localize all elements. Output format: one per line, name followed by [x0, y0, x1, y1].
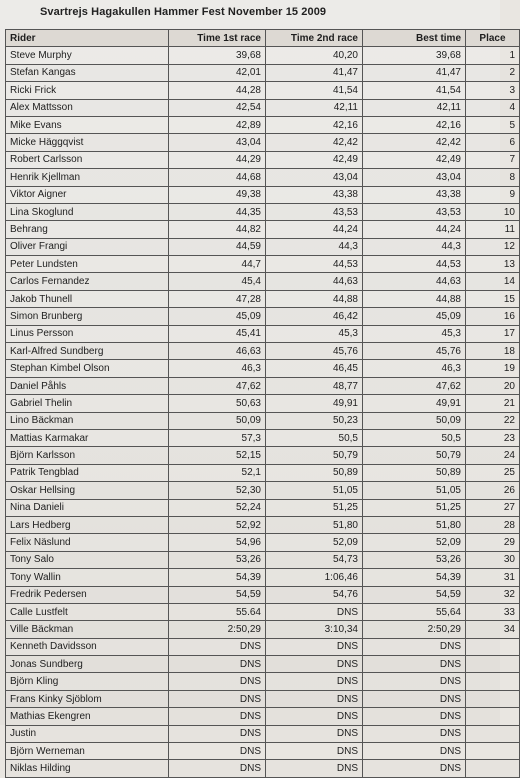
- time-2nd-race-cell: 51,05: [266, 482, 363, 499]
- rider-name-cell: Lars Hedberg: [6, 516, 169, 533]
- table-row: [6, 273, 520, 290]
- time-1st-race-cell: DNS: [169, 656, 266, 673]
- table-row: [6, 482, 520, 499]
- time-1st-race-cell: DNS: [169, 708, 266, 725]
- rider-name-cell: Ricki Frick: [6, 82, 169, 99]
- time-1st-race-cell: 42,89: [169, 116, 266, 133]
- col-rider-header: Rider: [6, 30, 169, 47]
- place-cell: 23: [466, 429, 520, 446]
- time-1st-race-cell: 52,15: [169, 447, 266, 464]
- place-cell: 5: [466, 116, 520, 133]
- place-cell: 29: [466, 534, 520, 551]
- time-1st-race-cell: 52,30: [169, 482, 266, 499]
- place-cell: 10: [466, 203, 520, 220]
- best-time-cell: 44,88: [363, 290, 466, 307]
- best-time-cell: 43,53: [363, 203, 466, 220]
- table-row: [6, 99, 520, 116]
- table-row: [6, 308, 520, 325]
- table-row: [6, 395, 520, 412]
- rider-name-cell: Henrik Kjellman: [6, 169, 169, 186]
- table-row: [6, 360, 520, 377]
- time-2nd-race-cell: 50,89: [266, 464, 363, 481]
- time-2nd-race-cell: 44,24: [266, 221, 363, 238]
- table-row: [6, 447, 520, 464]
- place-cell: 15: [466, 290, 520, 307]
- place-cell: 17: [466, 325, 520, 342]
- table-row: [6, 708, 520, 725]
- place-cell: 16: [466, 308, 520, 325]
- best-time-cell: 51,25: [363, 499, 466, 516]
- time-2nd-race-cell: DNS: [266, 725, 363, 742]
- best-time-cell: DNS: [363, 760, 466, 777]
- best-time-cell: 50,79: [363, 447, 466, 464]
- rider-name-cell: Daniel Påhls: [6, 377, 169, 394]
- time-1st-race-cell: 44,68: [169, 169, 266, 186]
- time-1st-race-cell: 42,54: [169, 99, 266, 116]
- place-cell: 2: [466, 64, 520, 81]
- best-time-cell: DNS: [363, 690, 466, 707]
- time-2nd-race-cell: 54,73: [266, 551, 363, 568]
- time-1st-race-cell: 54,39: [169, 569, 266, 586]
- table-row: [6, 690, 520, 707]
- best-time-cell: 45,76: [363, 343, 466, 360]
- best-time-cell: DNS: [363, 725, 466, 742]
- rider-name-cell: Simon Brunberg: [6, 308, 169, 325]
- table-row: [6, 656, 520, 673]
- time-1st-race-cell: 44,82: [169, 221, 266, 238]
- best-time-cell: 42,42: [363, 134, 466, 151]
- place-cell: [466, 743, 520, 760]
- time-1st-race-cell: 45,09: [169, 308, 266, 325]
- best-time-cell: DNS: [363, 673, 466, 690]
- place-cell: 25: [466, 464, 520, 481]
- time-2nd-race-cell: 44,88: [266, 290, 363, 307]
- rider-name-cell: Björn Werneman: [6, 743, 169, 760]
- best-time-cell: 53,26: [363, 551, 466, 568]
- table-row: [6, 412, 520, 429]
- best-time-cell: 46,3: [363, 360, 466, 377]
- results-body: [6, 47, 520, 777]
- rider-name-cell: Björn Karlsson: [6, 447, 169, 464]
- place-cell: 19: [466, 360, 520, 377]
- time-2nd-race-cell: 1:06,46: [266, 569, 363, 586]
- time-1st-race-cell: 55.64: [169, 603, 266, 620]
- time-1st-race-cell: 39,68: [169, 47, 266, 64]
- rider-name-cell: Tony Wallin: [6, 569, 169, 586]
- place-cell: 22: [466, 412, 520, 429]
- time-1st-race-cell: 52,1: [169, 464, 266, 481]
- table-row: [6, 725, 520, 742]
- best-time-cell: 44,53: [363, 256, 466, 273]
- place-cell: 6: [466, 134, 520, 151]
- place-cell: [466, 690, 520, 707]
- table-row: [6, 569, 520, 586]
- time-1st-race-cell: DNS: [169, 743, 266, 760]
- place-cell: 20: [466, 377, 520, 394]
- time-1st-race-cell: DNS: [169, 725, 266, 742]
- time-1st-race-cell: 44,35: [169, 203, 266, 220]
- best-time-cell: 49,91: [363, 395, 466, 412]
- rider-name-cell: Viktor Aigner: [6, 186, 169, 203]
- rider-name-cell: Felix Näslund: [6, 534, 169, 551]
- table-row: [6, 64, 520, 81]
- time-1st-race-cell: 44,28: [169, 82, 266, 99]
- time-2nd-race-cell: 50,79: [266, 447, 363, 464]
- time-2nd-race-cell: DNS: [266, 673, 363, 690]
- table-row: [6, 221, 520, 238]
- time-2nd-race-cell: 46,42: [266, 308, 363, 325]
- time-2nd-race-cell: 49,91: [266, 395, 363, 412]
- time-1st-race-cell: 50,09: [169, 412, 266, 429]
- rider-name-cell: Fredrik Pedersen: [6, 586, 169, 603]
- place-cell: 13: [466, 256, 520, 273]
- place-cell: [466, 760, 520, 777]
- time-1st-race-cell: 44,7: [169, 256, 266, 273]
- rider-name-cell: Gabriel Thelin: [6, 395, 169, 412]
- table-row: [6, 586, 520, 603]
- time-2nd-race-cell: 3:10,34: [266, 621, 363, 638]
- table-row: [6, 464, 520, 481]
- best-time-cell: DNS: [363, 743, 466, 760]
- place-cell: 32: [466, 586, 520, 603]
- table-row: [6, 82, 520, 99]
- place-cell: 26: [466, 482, 520, 499]
- time-1st-race-cell: 45,4: [169, 273, 266, 290]
- table-row: [6, 151, 520, 168]
- best-time-cell: 43,04: [363, 169, 466, 186]
- time-2nd-race-cell: 40,20: [266, 47, 363, 64]
- best-time-cell: 47,62: [363, 377, 466, 394]
- place-cell: 31: [466, 569, 520, 586]
- time-2nd-race-cell: 42,49: [266, 151, 363, 168]
- time-1st-race-cell: DNS: [169, 638, 266, 655]
- rider-name-cell: Linus Persson: [6, 325, 169, 342]
- header-row: [6, 30, 520, 47]
- time-2nd-race-cell: 48,77: [266, 377, 363, 394]
- table-row: [6, 551, 520, 568]
- table-row: [6, 290, 520, 307]
- best-time-cell: 44,24: [363, 221, 466, 238]
- time-2nd-race-cell: 46,45: [266, 360, 363, 377]
- rider-name-cell: Stephan Kimbel Olson: [6, 360, 169, 377]
- time-2nd-race-cell: DNS: [266, 638, 363, 655]
- place-cell: 30: [466, 551, 520, 568]
- time-2nd-race-cell: 42,16: [266, 116, 363, 133]
- table-row: [6, 186, 520, 203]
- table-row: [6, 743, 520, 760]
- table-row: [6, 499, 520, 516]
- place-cell: 8: [466, 169, 520, 186]
- table-row: [6, 673, 520, 690]
- time-1st-race-cell: 42,01: [169, 64, 266, 81]
- time-1st-race-cell: 52,92: [169, 516, 266, 533]
- place-cell: 27: [466, 499, 520, 516]
- rider-name-cell: Lino Bäckman: [6, 412, 169, 429]
- place-cell: 1: [466, 47, 520, 64]
- place-cell: 12: [466, 238, 520, 255]
- rider-name-cell: Micke Häggqvist: [6, 134, 169, 151]
- time-2nd-race-cell: DNS: [266, 603, 363, 620]
- time-2nd-race-cell: 43,53: [266, 203, 363, 220]
- time-2nd-race-cell: DNS: [266, 690, 363, 707]
- time-2nd-race-cell: 44,63: [266, 273, 363, 290]
- place-cell: 18: [466, 343, 520, 360]
- best-time-cell: 44,3: [363, 238, 466, 255]
- time-1st-race-cell: 46,3: [169, 360, 266, 377]
- time-2nd-race-cell: 51,80: [266, 516, 363, 533]
- best-time-cell: 54,59: [363, 586, 466, 603]
- table-row: [6, 621, 520, 638]
- results-table: [5, 29, 520, 778]
- table-row: [6, 516, 520, 533]
- best-time-cell: 50,09: [363, 412, 466, 429]
- table-row: [6, 134, 520, 151]
- time-2nd-race-cell: 45,76: [266, 343, 363, 360]
- time-2nd-race-cell: 51,25: [266, 499, 363, 516]
- time-2nd-race-cell: DNS: [266, 656, 363, 673]
- rider-name-cell: Oskar Hellsing: [6, 482, 169, 499]
- col-time-2nd-header: Time 2nd race: [266, 30, 363, 47]
- time-1st-race-cell: DNS: [169, 673, 266, 690]
- best-time-cell: 41,54: [363, 82, 466, 99]
- rider-name-cell: Kenneth Davidsson: [6, 638, 169, 655]
- best-time-cell: 43,38: [363, 186, 466, 203]
- time-2nd-race-cell: 44,3: [266, 238, 363, 255]
- time-1st-race-cell: 54,59: [169, 586, 266, 603]
- table-row: [6, 534, 520, 551]
- best-time-cell: 45,09: [363, 308, 466, 325]
- rider-name-cell: Behrang: [6, 221, 169, 238]
- best-time-cell: 42,16: [363, 116, 466, 133]
- rider-name-cell: Lina Skoglund: [6, 203, 169, 220]
- place-cell: 7: [466, 151, 520, 168]
- best-time-cell: DNS: [363, 708, 466, 725]
- rider-name-cell: Karl-Alfred Sundberg: [6, 343, 169, 360]
- best-time-cell: 42,49: [363, 151, 466, 168]
- best-time-cell: 51,80: [363, 516, 466, 533]
- best-time-cell: 41,47: [363, 64, 466, 81]
- table-row: [6, 256, 520, 273]
- place-cell: 4: [466, 99, 520, 116]
- rider-name-cell: Mattias Karmakar: [6, 429, 169, 446]
- best-time-cell: 50,89: [363, 464, 466, 481]
- time-2nd-race-cell: 43,04: [266, 169, 363, 186]
- best-time-cell: DNS: [363, 638, 466, 655]
- place-cell: [466, 725, 520, 742]
- table-row: [6, 325, 520, 342]
- table-row: [6, 47, 520, 64]
- time-2nd-race-cell: 50,23: [266, 412, 363, 429]
- table-row: [6, 169, 520, 186]
- time-2nd-race-cell: 41,47: [266, 64, 363, 81]
- time-1st-race-cell: 44,59: [169, 238, 266, 255]
- best-time-cell: 44,63: [363, 273, 466, 290]
- time-1st-race-cell: 47,62: [169, 377, 266, 394]
- time-2nd-race-cell: 41,54: [266, 82, 363, 99]
- rider-name-cell: Alex Mattsson: [6, 99, 169, 116]
- best-time-cell: 54,39: [363, 569, 466, 586]
- place-cell: 11: [466, 221, 520, 238]
- place-cell: [466, 673, 520, 690]
- time-1st-race-cell: 52,24: [169, 499, 266, 516]
- place-cell: [466, 656, 520, 673]
- place-cell: [466, 708, 520, 725]
- place-cell: 33: [466, 603, 520, 620]
- time-1st-race-cell: 54,96: [169, 534, 266, 551]
- time-1st-race-cell: 53,26: [169, 551, 266, 568]
- time-2nd-race-cell: 43,38: [266, 186, 363, 203]
- rider-name-cell: Tony Salo: [6, 551, 169, 568]
- time-1st-race-cell: DNS: [169, 760, 266, 777]
- time-2nd-race-cell: 42,11: [266, 99, 363, 116]
- rider-name-cell: Robert Carlsson: [6, 151, 169, 168]
- table-row: [6, 343, 520, 360]
- time-2nd-race-cell: DNS: [266, 708, 363, 725]
- col-best-time-header: Best time: [363, 30, 466, 47]
- place-cell: [466, 638, 520, 655]
- table-row: [6, 603, 520, 620]
- rider-name-cell: Steve Murphy: [6, 47, 169, 64]
- table-row: [6, 429, 520, 446]
- best-time-cell: 39,68: [363, 47, 466, 64]
- best-time-cell: 52,09: [363, 534, 466, 551]
- time-1st-race-cell: 2:50,29: [169, 621, 266, 638]
- rider-name-cell: Mike Evans: [6, 116, 169, 133]
- best-time-cell: 45,3: [363, 325, 466, 342]
- place-cell: 9: [466, 186, 520, 203]
- table-row: [6, 203, 520, 220]
- rider-name-cell: Frans Kinky Sjöblom: [6, 690, 169, 707]
- rider-name-cell: Justin: [6, 725, 169, 742]
- sheet-title: Svartrejs Hagakullen Hammer Fest November 15 2009: [40, 6, 327, 18]
- best-time-cell: 55,64: [363, 603, 466, 620]
- rider-name-cell: Oliver Frangi: [6, 238, 169, 255]
- place-cell: 14: [466, 273, 520, 290]
- time-2nd-race-cell: 52,09: [266, 534, 363, 551]
- best-time-cell: 51,05: [363, 482, 466, 499]
- time-2nd-race-cell: 45,3: [266, 325, 363, 342]
- time-1st-race-cell: DNS: [169, 690, 266, 707]
- rider-name-cell: Jakob Thunell: [6, 290, 169, 307]
- col-time-1st-header: Time 1st race: [169, 30, 266, 47]
- rider-name-cell: Carlos Fernandez: [6, 273, 169, 290]
- table-row: [6, 377, 520, 394]
- rider-name-cell: Ville Bäckman: [6, 621, 169, 638]
- rider-name-cell: Mathias Ekengren: [6, 708, 169, 725]
- time-2nd-race-cell: 50,5: [266, 429, 363, 446]
- place-cell: 24: [466, 447, 520, 464]
- rider-name-cell: Stefan Kangas: [6, 64, 169, 81]
- rider-name-cell: Björn Kling: [6, 673, 169, 690]
- rider-name-cell: Niklas Hilding: [6, 760, 169, 777]
- rider-name-cell: Calle Lustfelt: [6, 603, 169, 620]
- time-1st-race-cell: 50,63: [169, 395, 266, 412]
- place-cell: 21: [466, 395, 520, 412]
- time-1st-race-cell: 46,63: [169, 343, 266, 360]
- time-1st-race-cell: 47,28: [169, 290, 266, 307]
- time-1st-race-cell: 45,41: [169, 325, 266, 342]
- table-row: [6, 638, 520, 655]
- place-cell: 34: [466, 621, 520, 638]
- table-row: [6, 238, 520, 255]
- table-row: [6, 760, 520, 777]
- rider-name-cell: Patrik Tengblad: [6, 464, 169, 481]
- time-2nd-race-cell: 44,53: [266, 256, 363, 273]
- time-2nd-race-cell: DNS: [266, 743, 363, 760]
- col-place-header: Place: [466, 30, 520, 47]
- time-1st-race-cell: 43,04: [169, 134, 266, 151]
- time-2nd-race-cell: DNS: [266, 760, 363, 777]
- best-time-cell: 50,5: [363, 429, 466, 446]
- time-2nd-race-cell: 42,42: [266, 134, 363, 151]
- time-1st-race-cell: 44,29: [169, 151, 266, 168]
- place-cell: 28: [466, 516, 520, 533]
- time-2nd-race-cell: 54,76: [266, 586, 363, 603]
- table-row: [6, 116, 520, 133]
- place-cell: 3: [466, 82, 520, 99]
- time-1st-race-cell: 49,38: [169, 186, 266, 203]
- time-1st-race-cell: 57,3: [169, 429, 266, 446]
- rider-name-cell: Peter Lundsten: [6, 256, 169, 273]
- best-time-cell: 2:50,29: [363, 621, 466, 638]
- best-time-cell: 42,11: [363, 99, 466, 116]
- best-time-cell: DNS: [363, 656, 466, 673]
- rider-name-cell: Jonas Sundberg: [6, 656, 169, 673]
- rider-name-cell: Nina Danieli: [6, 499, 169, 516]
